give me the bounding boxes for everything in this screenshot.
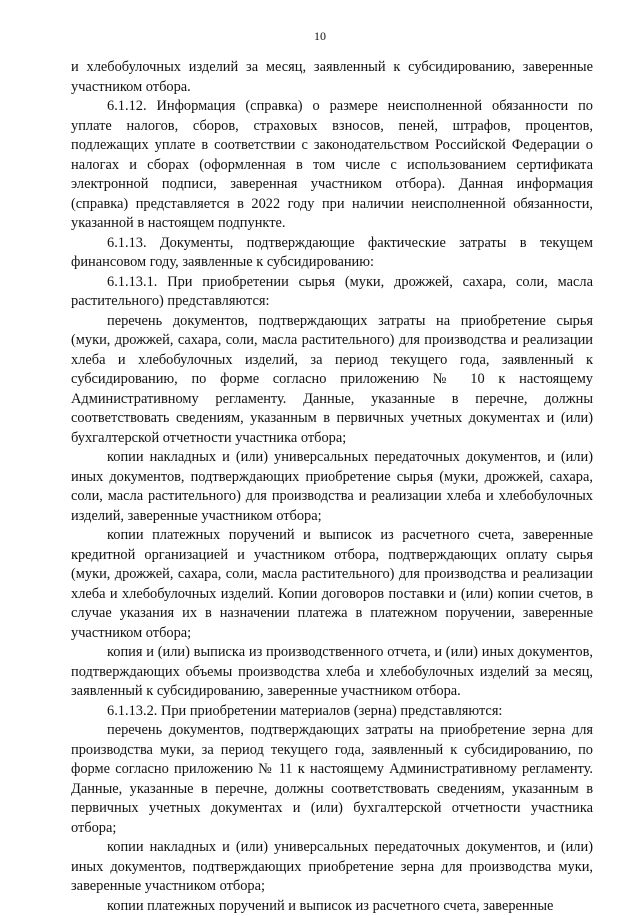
paragraph-production-report: копия и (или) выписка из производственного отчета, и (или) иных документов, подтверждающих объемы производства хлеба и хлебобулочных изделий за месяц, заявленный к субсидированию, заверенные участником отбора.: [71, 643, 593, 702]
page-number: 10: [0, 29, 640, 43]
paragraph-raw-materials-payments: копии платежных поручений и выписок из расчетного счета, заверенные кредитной организацией и участником отбора, подтверждающих оплату сырья (муки, дрожжей, сахара, соли, масла растительного) для производства и реализации хлеба и хлебобулочных изделий. Копии договоров поставки и (или) копии счетов, в случае указания их в назначении платежа в платежном поручении, заверенные участником отбора;: [71, 526, 593, 643]
paragraph-raw-materials-list: перечень документов, подтверждающих затраты на приобретение сырья (муки, дрожжей, сахара, соли, масла растительного) для производства и реализации хлеба и хлебобулочных изделий, за период текущего года, заявленный к субсидированию, по форме согласно приложению № 10 к настоящему Административному регламенту. Данные, указанные в перечне, должны соответствовать сведениям, указанным в первичных учетных документах и (или) бухгалтерской отчетности участника отбора;: [71, 312, 593, 449]
paragraph-grain-list: перечень документов, подтверждающих затраты на приобретение зерна для производства муки, за период текущего года, заявленный к субсидированию, по форме согласно приложению № 11 к настоящему Административному регламенту. Данные, указанные в перечне, должны соответствовать сведениям, указанным в первичных учетных документах и (или) бухгалтерской отчетности участника отбора;: [71, 721, 593, 838]
paragraph-6-1-13-2: 6.1.13.2. При приобретении материалов (зерна) представляются:: [71, 702, 593, 722]
document-body: [71, 58, 593, 916]
paragraph-continuation: и хлебобулочных изделий за месяц, заявленный к субсидированию, заверенные участником отбора.: [71, 58, 593, 97]
paragraph-6-1-12: 6.1.12. Информация (справка) о размере неисполненной обязанности по уплате налогов, сборов, страховых взносов, пеней, штрафов, процентов, подлежащих уплате в соответствии с законодательством Российской Федерации о налогах и сборах (оформленная в том числе с использованием сертификата электронной подписи, заверенная участником отбора). Данная информация (справка) представляется в 2022 году при наличии неисполненной обязанности, указанной в настоящем подпункте.: [71, 97, 593, 234]
paragraph-6-1-13: 6.1.13. Документы, подтверждающие фактические затраты в текущем финансовом году, заявленные к субсидированию:: [71, 234, 593, 273]
paragraph-grain-invoices: копии накладных и (или) универсальных передаточных документов, и (или) иных документов, подтверждающих приобретение зерна для производства муки, заверенные участником отбора;: [71, 838, 593, 897]
paragraph-6-1-13-1: 6.1.13.1. При приобретении сырья (муки, дрожжей, сахара, соли, масла растительного) представляются:: [71, 273, 593, 312]
paragraph-grain-payments: копии платежных поручений и выписок из расчетного счета, заверенные: [71, 897, 593, 916]
paragraph-raw-materials-invoices: копии накладных и (или) универсальных передаточных документов, и (или) иных документов, подтверждающих приобретение сырья (муки, дрожжей, сахара, соли, масла растительного) для производства и реализации хлеба и хлебобулочных изделий, заверенные участником отбора;: [71, 448, 593, 526]
